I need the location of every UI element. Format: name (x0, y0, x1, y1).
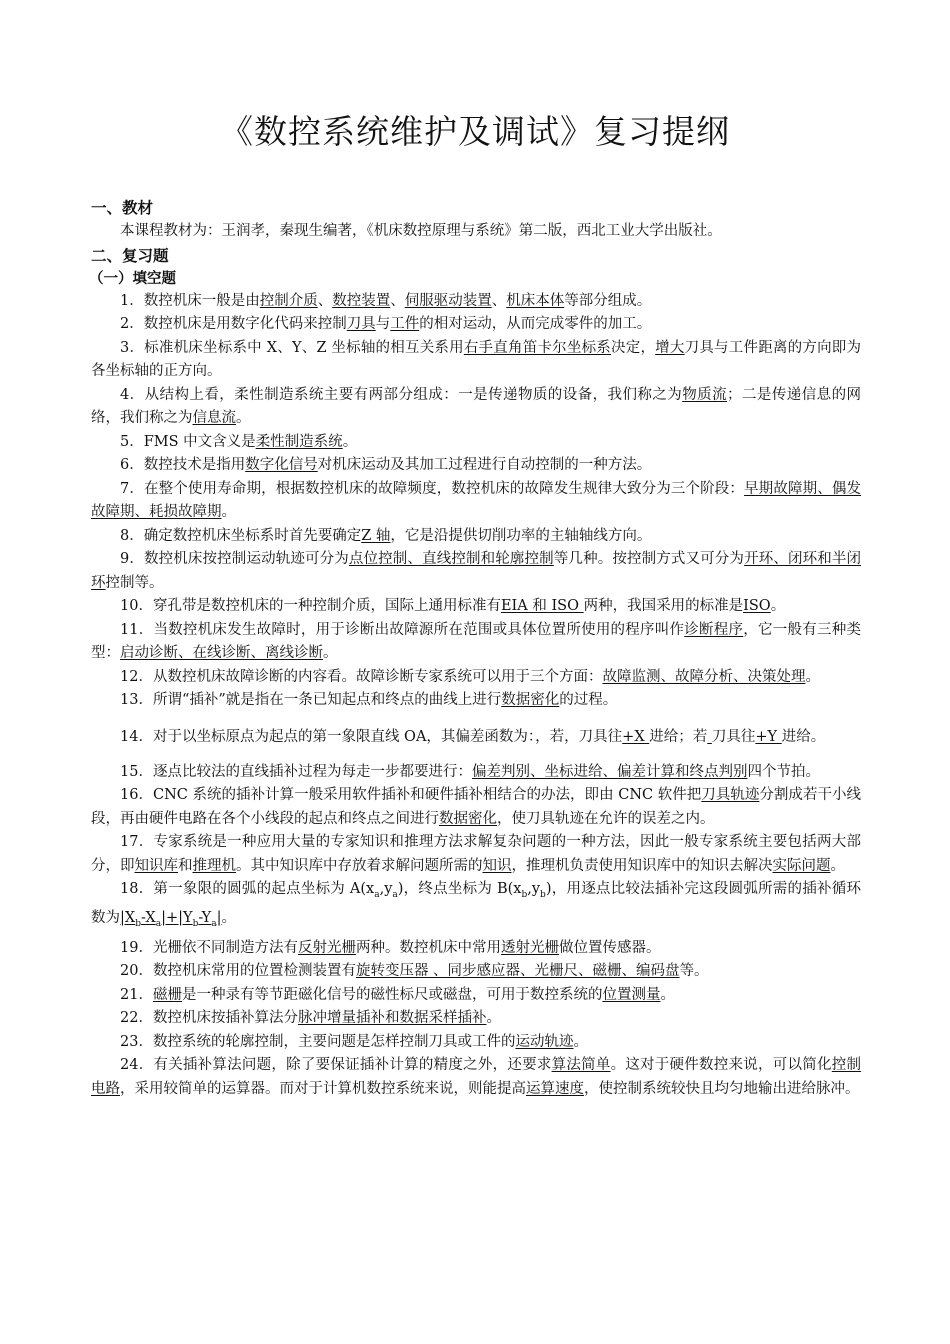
question-text: 等几种。按控制方式又可分为 (553, 551, 745, 567)
subsection-fill-in-blanks: （一）填空题 (89, 270, 176, 287)
question-text: 20．数控机床常用的位置检测装置有 (120, 963, 356, 980)
question-text: 1．数控机床一般是由 (120, 292, 260, 309)
question-text: ，推理机负责使用知识库中的知识去解决 (511, 857, 773, 874)
subscript-text: b (135, 919, 141, 930)
question-text: 。 (805, 668, 820, 685)
answer: EIA 和 ISO (500, 598, 584, 614)
answer: 脉冲增量插补和数据采样插补 (297, 1010, 487, 1027)
question-text: 对机床运动及其加工过程进行自动控制的一种方法。 (317, 457, 652, 473)
question-13 (91, 689, 861, 713)
answer: 控制电路 (91, 1057, 861, 1097)
question-text: 。 (342, 433, 358, 450)
question-text: 7．在整个使用寿命期，根据数控机床的故障频度，数控机床的故障发生规律大致分为三个阶段： (120, 480, 745, 497)
question-text: 12．从数控机床故障诊断的内容看。故障诊断专家系统可以用于三个方面： (120, 668, 603, 685)
subscript-text: a (211, 919, 217, 930)
question-text: -Y (198, 910, 212, 927)
question-text: 两种，我国采用的标准是 (583, 598, 744, 614)
answer: +X (622, 728, 650, 745)
answer: 旋转变压器 、同步感应器、光栅尺、磁栅、编码盘 (355, 963, 680, 980)
question-text: 刀具往 (711, 728, 756, 745)
question-3 (91, 337, 861, 384)
question-text: 的过程。 (559, 692, 618, 708)
question-text: )，用逐点比较法插补完这段圆弧所需的插补循环数为 (91, 881, 862, 927)
question-4 (91, 384, 861, 431)
question-10 (91, 595, 861, 619)
question-text: 两种。数控机床中常用 (355, 939, 501, 956)
question-text: 决定， (611, 339, 656, 356)
question-text: 17．专家系统是一种应用大量的专家知识和推理方法求解复杂问题的一种方法，因此一般专家系统主要包括两大部分，即 (91, 834, 861, 874)
question-18 (91, 878, 861, 937)
answer: 柔性制造系统 (255, 433, 343, 450)
question-text: 4．从结构上看，柔性制造系统主要有两部分组成：一是传递物质的设备，我们称之为 (120, 386, 683, 403)
question-text: 、 (491, 292, 507, 309)
question-text: 。 (660, 986, 675, 1003)
subscript-text: b (540, 889, 546, 900)
answer: 实际问题 (772, 857, 831, 874)
question-text: 是一种录有等节距磁化信号的磁性标尺或磁盘，可用于数控系统的 (181, 986, 603, 1003)
answer: 启动诊断、在线诊断、离线诊断 (120, 645, 323, 661)
question-text: 5．FMS 中文含义是 (120, 433, 256, 450)
subscript-text: a (155, 919, 162, 930)
question-5 (91, 431, 861, 455)
question-text: 2．数控机床是用数字化代码来控制 (120, 316, 347, 332)
answer: 运算速度 (526, 1080, 584, 1097)
answer: 透射光栅 (500, 939, 559, 956)
question-text: 等。 (679, 963, 709, 980)
answer: 机床本体 (506, 292, 565, 309)
subscript-text: a (392, 889, 398, 900)
answer: 数控装置 (332, 292, 391, 309)
question-text: 8．确定数控机床坐标系时首先要确定 (120, 527, 362, 544)
subscript-text: b (192, 919, 199, 930)
answer: 位置测量 (602, 986, 661, 1003)
answer: 右手直角笛卡尔坐标系 (463, 339, 612, 356)
question-text: 刀具与工件距离的方向即为各坐标轴的正方向。 (91, 339, 861, 379)
question-1 (91, 290, 861, 314)
question-text: 6．数控技术是指用 (120, 457, 246, 473)
question-text: 16．CNC 系统的插补计算一般采用软件插补和硬件插补相结合的办法，即由 CNC 软件把 (120, 787, 702, 803)
question-text: )，终点坐标为 B(x (397, 881, 522, 897)
answer: 增大 (655, 339, 685, 356)
question-text: 。 (573, 1033, 588, 1050)
answer: 运动轨迹 (515, 1033, 574, 1050)
question-text: 与 (375, 316, 391, 332)
question-text: 10．穿孔带是数控机床的一种控制介质，国际上通用标准有 (120, 598, 501, 614)
question-text: 18．第一象限的圆弧的起点坐标为 A(x (120, 881, 375, 897)
section-heading-textbook: 一、教材 (91, 199, 154, 217)
answer: 算法简单 (551, 1057, 611, 1074)
question-24 (91, 1054, 861, 1101)
subscript-text: b (521, 889, 528, 900)
question-text: ，采用较简单的运算器。而对于计算机数控系统来说，则能提高 (120, 1080, 526, 1097)
question-16 (91, 784, 861, 831)
question-7 (91, 478, 861, 525)
question-6 (91, 454, 861, 478)
question-text: 、 (390, 292, 405, 309)
question-text: 。 (323, 645, 338, 661)
question-text: 。 (486, 1010, 501, 1027)
question-23 (91, 1031, 861, 1055)
question-text: |+|Y (161, 910, 193, 927)
question-text: 9．数控机床按控制运动轨迹可分为 (120, 551, 349, 567)
subscript-text: a (374, 889, 380, 900)
question-text: ，使控制系统较快且均匀地输出进给脉冲。 (584, 1080, 860, 1097)
question-text: 等部分组成。 (564, 292, 652, 309)
question-text: 22．数控机床按插补算法分 (120, 1010, 298, 1027)
question-text: 。 (236, 410, 251, 426)
answer: 诊断程序 (684, 621, 744, 638)
question-text: 24．有关插补算法问题，除了要保证插补计算的精度之外，还要求 (120, 1057, 552, 1074)
question-19 (91, 937, 861, 961)
question-text: ，它一般有三种类型： (91, 621, 862, 661)
question-14 (91, 719, 861, 755)
question-text: 。 (830, 857, 845, 874)
answer: ISO (743, 598, 771, 614)
question-text: 。其中知识库中存放着求解问题所需的 (236, 857, 483, 874)
question-22 (91, 1007, 861, 1031)
answer: 数据密化 (439, 810, 497, 827)
question-text: | (216, 910, 222, 927)
answer: 故障监测、故障分析、决策处理 (602, 668, 806, 685)
answer: 伺服驱动装置 (404, 292, 492, 309)
answer: 信息流 (192, 410, 236, 426)
textbook-paragraph: 本课程教材为：王润孝，秦现生编著，《机床数控原理与系统》第二版，西北工业大学出版社。 (120, 223, 722, 239)
answer (120, 910, 222, 930)
question-text: 3．标准机床坐标系中 X、Y、Z 坐标轴的相互关系用 (120, 339, 464, 356)
question-text: 四个节拍。 (747, 763, 820, 780)
question-text: ；二是传递信息的网络，我们称之为 (91, 386, 862, 426)
answer: 知识 (482, 857, 512, 874)
question-21 (91, 984, 861, 1008)
question-text: 21． (120, 986, 153, 1003)
question-text: 14．对于以坐标原点为起点的第一象限直线 OA，其偏差函数为：，若，刀具往 (120, 728, 623, 745)
answer: 磁栅 (152, 986, 182, 1003)
section-heading-review: 二、复习题 (91, 246, 169, 265)
answer: 早期故障期、偶发故障期、耗损故障期 (91, 480, 861, 520)
question-text: 。这对于硬件数控来说，可以简化 (610, 1057, 832, 1074)
document-body (91, 196, 861, 1101)
question-text: ,y (527, 881, 541, 897)
question-17 (91, 831, 861, 878)
question-text: -X (140, 910, 156, 927)
question-text: ,y (379, 881, 393, 897)
question-text: 分割成若干小线段，再由硬件电路在各个小线段的起点和终点之间进行 (91, 787, 862, 827)
answer: 刀具 (346, 316, 376, 332)
answer: 推理机 (192, 857, 236, 874)
answer: 刀具轨迹 (701, 787, 760, 803)
document-title: 《数控系统维护及调试》复习提纲 (220, 112, 730, 151)
question-text: 进给。 (781, 728, 826, 745)
question-text: 23．数控系统的轮廓控制，主要问题是怎样控制刀具或工件的 (120, 1033, 516, 1050)
answer: 工件 (390, 316, 420, 332)
question-text: 的相对运动，从而完成零件的加工。 (419, 316, 652, 332)
question-text: |X (120, 910, 136, 927)
answer: 开环、闭环和半闭环 (91, 551, 862, 591)
question-text: 。 (221, 504, 236, 520)
question-20 (91, 960, 861, 984)
question-text: 。 (770, 598, 786, 614)
question-text: 11．当数控机床发生故障时，用于诊断出故障源所在范围或具体位置所使用的程序叫作 (120, 621, 685, 638)
question-9 (91, 548, 861, 595)
answer: 点位控制、直线控制和轮廓控制 (348, 551, 554, 567)
question-15 (91, 761, 861, 785)
question-8 (91, 525, 861, 549)
answer: 数据密化 (501, 692, 560, 708)
answer: +Y (755, 728, 782, 745)
question-text: 做位置传感器。 (558, 939, 661, 956)
question-2 (91, 313, 861, 337)
question-11 (91, 619, 861, 666)
answer: 控制介质 (259, 292, 318, 309)
answer: 反射光栅 (297, 939, 356, 956)
question-text: 15．逐点比较法的直线插补过程为每走一步都要进行： (120, 763, 472, 780)
question-text: 13．所谓“插补”就是指在一条已知起点和终点的曲线上进行 (120, 692, 502, 708)
question-12 (91, 666, 861, 690)
question-text: ，它是沿提供切削功率的主轴轴线方向。 (390, 527, 652, 544)
question-text: 进给；若 (649, 728, 708, 745)
question-text: 19．光栅依不同制造方法有 (120, 939, 298, 956)
answer: Z 轴 (361, 527, 391, 544)
question-text: 、 (317, 292, 333, 309)
question-text: ，使刀具轨迹在允许的误差之内。 (497, 810, 715, 827)
question-text: 控制等。 (105, 574, 164, 591)
answer: 数字化信号 (245, 457, 318, 473)
answer: 物质流 (682, 386, 728, 403)
question-text: 。 (221, 910, 236, 927)
answer: 偏差判别、坐标进给、偏差计算和终点判别 (471, 763, 748, 780)
question-text: 和 (178, 857, 193, 874)
answer: 知识库 (134, 857, 178, 874)
